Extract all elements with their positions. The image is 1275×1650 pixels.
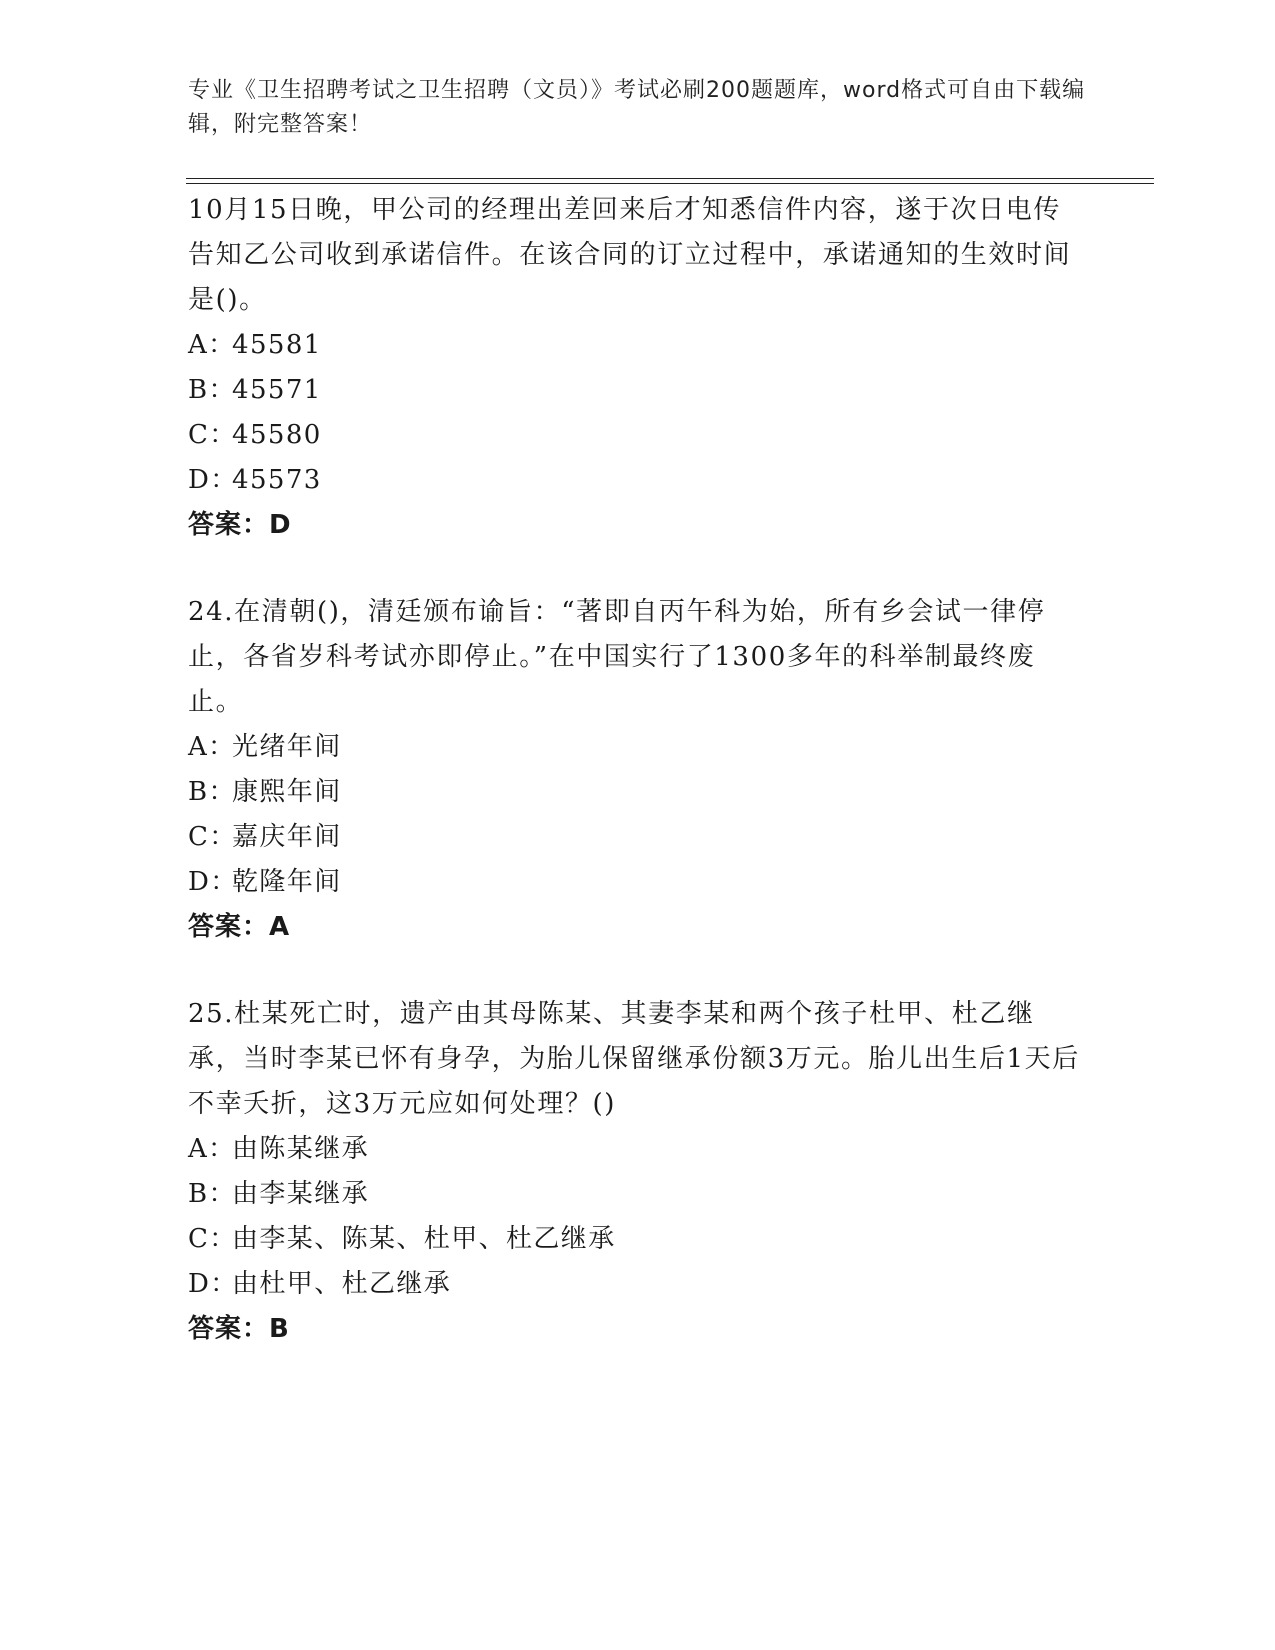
document-header: 专业《卫生招聘考试之卫生招聘（文员）》考试必刷200题题库，word格式可自由下载编辑，附完整答案！ bbox=[188, 78, 1086, 137]
option-letter: D： bbox=[188, 867, 238, 897]
option-letter: A： bbox=[188, 330, 236, 360]
option-c bbox=[188, 815, 1088, 860]
answer-line bbox=[188, 905, 1088, 950]
answer-label: 答案： bbox=[188, 1314, 270, 1344]
option-b bbox=[188, 1172, 1088, 1217]
option-letter: B： bbox=[188, 1179, 236, 1209]
option-a bbox=[188, 1127, 1088, 1172]
option-text: 由李某、陈某、杜甲、杜乙继承 bbox=[232, 1224, 616, 1254]
option-c bbox=[188, 413, 1088, 458]
option-letter: D： bbox=[188, 465, 238, 495]
option-a bbox=[188, 725, 1088, 770]
header-divider-top bbox=[186, 178, 1154, 179]
option-letter: B： bbox=[188, 777, 236, 807]
question-stem: 10月15日晚，甲公司的经理出差回来后才知悉信件内容，遂于次日电传告知乙公司收到承诺信件。在该合同的订立过程中，承诺通知的生效时间是()。 bbox=[188, 195, 1072, 315]
option-letter: C： bbox=[188, 822, 237, 852]
answer-line bbox=[188, 1307, 1088, 1352]
option-letter: A： bbox=[188, 732, 236, 762]
answer-line bbox=[188, 503, 1088, 548]
question-item bbox=[188, 992, 1088, 1352]
option-text: 45571 bbox=[232, 375, 322, 405]
option-d bbox=[188, 458, 1088, 503]
option-d bbox=[188, 860, 1088, 905]
question-list bbox=[188, 188, 1088, 1394]
question-item bbox=[188, 188, 1088, 548]
option-letter: B： bbox=[188, 375, 236, 405]
option-d bbox=[188, 1262, 1088, 1307]
option-text: 45580 bbox=[232, 420, 322, 450]
answer-value: B bbox=[269, 1314, 290, 1344]
option-text: 嘉庆年间 bbox=[232, 822, 342, 852]
option-text: 45573 bbox=[232, 465, 322, 495]
option-text: 由李某继承 bbox=[232, 1179, 370, 1209]
option-text: 乾隆年间 bbox=[232, 867, 342, 897]
option-text: 康熙年间 bbox=[232, 777, 342, 807]
header-divider-bottom bbox=[186, 183, 1154, 184]
option-b bbox=[188, 770, 1088, 815]
option-text: 光绪年间 bbox=[232, 732, 342, 762]
answer-value: A bbox=[269, 912, 291, 942]
question-stem: 24.在清朝()，清廷颁布谕旨：“著即自丙午科为始，所有乡会试一律停止，各省岁科考试亦即停止。”在中国实行了1300多年的科举制最终废止。 bbox=[188, 597, 1046, 717]
option-letter: A： bbox=[188, 1134, 236, 1164]
answer-value: D bbox=[269, 510, 292, 540]
question-item bbox=[188, 590, 1088, 950]
answer-label: 答案： bbox=[188, 912, 270, 942]
option-text: 由陈某继承 bbox=[232, 1134, 370, 1164]
option-b bbox=[188, 368, 1088, 413]
question-stem: 25.杜某死亡时，遗产由其母陈某、其妻李某和两个孩子杜甲、杜乙继承，当时李某已怀有身孕，为胎儿保留继承份额3万元。胎儿出生后1天后不幸夭折，这3万元应如何处理？() bbox=[188, 999, 1080, 1119]
option-c bbox=[188, 1217, 1088, 1262]
answer-label: 答案： bbox=[188, 510, 270, 540]
option-letter: D： bbox=[188, 1269, 238, 1299]
option-text: 45581 bbox=[232, 330, 322, 360]
option-letter: C： bbox=[188, 1224, 237, 1254]
option-a bbox=[188, 323, 1088, 368]
option-text: 由杜甲、杜乙继承 bbox=[232, 1269, 452, 1299]
option-letter: C： bbox=[188, 420, 237, 450]
